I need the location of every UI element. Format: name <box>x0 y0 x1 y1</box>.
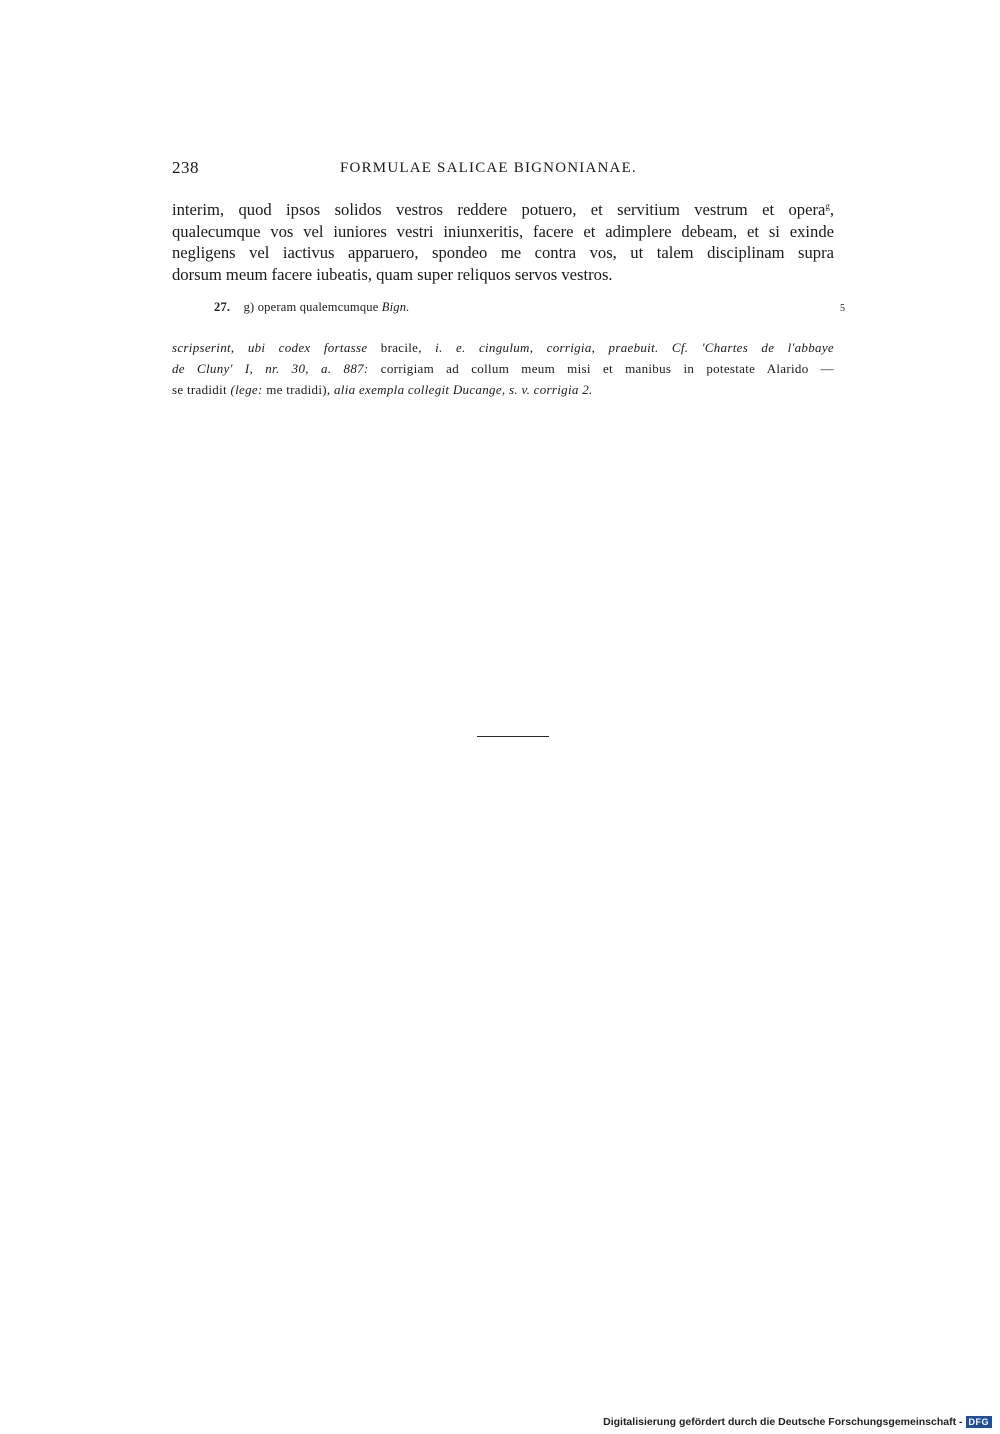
note-line <box>172 337 834 358</box>
main-text-line: dorsum meum facere iubeatis, quam super reliquos servos vestros. <box>172 264 613 284</box>
main-text-segment: interim, quod ipsos solidos vestros reddere potuero, et servitium vestrum et opera <box>172 200 826 219</box>
dfg-logo-icon[interactable]: DFG <box>966 1416 993 1428</box>
main-text-line <box>172 196 834 221</box>
page-number: 238 <box>172 158 199 177</box>
funding-footer <box>603 1416 992 1428</box>
note-segment: alia exempla collegit Ducange, s. v. corrigia 2. <box>334 382 593 397</box>
note-line <box>172 379 834 400</box>
note-segment: bracile, <box>380 340 422 355</box>
note-segment: se tradidit <box>172 382 227 397</box>
end-of-text-rule <box>467 736 549 737</box>
note-segment: i. e. cingulum, corrigia, praebuit. Cf. 'Chartes de l'abbaye <box>435 340 834 355</box>
note-line <box>172 358 834 379</box>
note-segment: de Cluny' I, nr. 30, a. 887: <box>172 361 369 376</box>
margin-line-number: 5 <box>840 303 845 314</box>
apparatus-note: g) operam qualemcumque <box>243 300 379 314</box>
funding-text: Digitalisierung gefördert durch die Deutsche Forschungsgemeinschaft - <box>603 1416 963 1428</box>
footnote-marker: g <box>825 201 830 211</box>
critical-apparatus <box>214 300 410 315</box>
formula-number: 27. <box>214 300 231 314</box>
note-segment: me tradidi), <box>266 382 331 397</box>
main-text-segment: , <box>829 200 834 219</box>
note-segment: scripserint, ubi codex fortasse <box>172 340 368 355</box>
running-head: FORMULAE SALICAE BIGNONIANAE. <box>340 160 637 176</box>
note-segment: corrigiam ad collum meum misi et manibus in potestate Alarido — <box>380 361 834 376</box>
manuscript-siglum: Bign. <box>381 300 410 314</box>
explanatory-notes <box>172 337 834 400</box>
main-text <box>172 196 834 285</box>
main-text-line: negligens vel iactivus apparuero, spondeo me contra vos, ut talem disciplinam supra <box>172 243 834 262</box>
note-segment: (lege: <box>230 382 263 397</box>
main-text-line: qualecumque vos vel iuniores vestri iniunxeritis, facere et adimplere debeam, et si exinde <box>172 221 834 241</box>
